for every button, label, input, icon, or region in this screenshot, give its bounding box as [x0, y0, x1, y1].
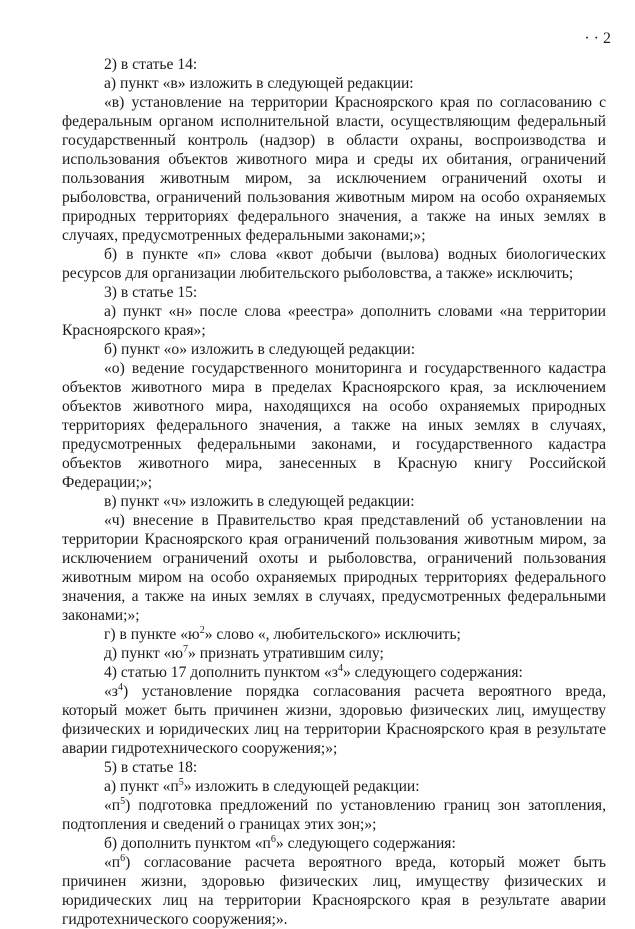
paragraph-text: » следующего содержания: — [342, 664, 523, 681]
paragraph — [62, 758, 606, 777]
paragraph — [62, 283, 606, 302]
superscript-index: 2 — [199, 625, 205, 636]
superscript-index: 5 — [178, 777, 184, 788]
paragraph — [62, 245, 606, 283]
paragraph-text: «ч) внесение в Правительство края представлений об установлении на территории Красноярского края ограничений пользования животным миром, за исключением ограничений охоты и рыболовства, ограничений пользования животным миром на особо охраняемых природных территориях федерального значения, а также на иных землях в случаях, предусмотренных федеральными законами;»; — [62, 512, 606, 624]
superscript-index: 7 — [183, 644, 189, 655]
paragraph-text: » слово «, любительского» исключить; — [204, 626, 461, 643]
paragraph — [62, 340, 606, 359]
paragraph-text: » следующего содержания: — [275, 835, 456, 852]
paragraph-text: в) пункт «ч» изложить в следующей редакции: — [104, 493, 415, 510]
paragraph — [62, 74, 606, 93]
paragraph — [62, 682, 606, 758]
paragraph — [62, 796, 606, 834]
paragraph — [62, 93, 606, 245]
paragraph-text: д) пункт «ю — [104, 645, 184, 662]
superscript-index: 6 — [270, 834, 276, 845]
paragraph-text: » признать утратившим силу; — [188, 645, 384, 662]
paragraph — [62, 834, 606, 853]
page-header — [541, 30, 611, 48]
paragraph-text: б) пункт «о» изложить в следующей редакции: — [104, 341, 416, 358]
paragraph-text: «з — [104, 683, 118, 700]
paragraph-text: 4) статью 17 дополнить пунктом «з — [104, 664, 338, 681]
superscript-index: 5 — [120, 796, 126, 807]
paragraph — [62, 511, 606, 625]
header-marks: · · — [584, 30, 599, 47]
paragraph-text: ) установление порядка согласования расчета вероятного вреда, который может быть причинен жизни, здоровью физических лиц, имуществу физических и юридических лиц на территории Красноярского края в результате аварии гидротехнического сооружения;»; — [62, 683, 606, 757]
superscript-index: 4 — [117, 682, 123, 693]
paragraph-text: г) в пункте «ю — [104, 626, 200, 643]
paragraph-text: б) дополнить пунктом «п — [104, 835, 271, 852]
paragraph-text: а) пункт «н» после слова «реестра» дополнить словами «на территории Красноярского края»; — [62, 303, 606, 339]
paragraph-text: 3) в статье 15: — [104, 284, 198, 301]
paragraph-text: «о) ведение государственного мониторинга и государственного кадастра объектов животного мира в пределах Красноярского края, за исключением объектов животного мира, находящихся на особо охраняемых природных территориях федерального значения, а также на иных землях в случаях, предусмотренных федеральными законами, и государственного кадастра объектов животного мира, занесенных в Красную книгу Российской Федерации;»; — [62, 360, 606, 491]
paragraph-text: » изложить в следующей редакции: — [183, 778, 420, 795]
superscript-index: 6 — [120, 853, 126, 864]
paragraph-text: 2) в статье 14: — [104, 56, 198, 73]
paragraph — [62, 644, 606, 663]
paragraph — [62, 55, 606, 74]
paragraph — [62, 359, 606, 492]
paragraph-text: «п — [104, 797, 121, 814]
paragraph-text: ) согласование расчета вероятного вреда, который может быть причинен жизни, здоровью физических лиц, имуществу физических и юридических лиц на территории Красноярского края в результате аварии гидротехнического сооружения;». — [62, 854, 606, 928]
page-number: 2 — [603, 30, 611, 47]
paragraph — [62, 302, 606, 340]
superscript-index: 4 — [337, 663, 343, 674]
paragraph — [62, 777, 606, 796]
paragraph-text: б) в пункте «п» слова «квот добычи (вылова) водных биологических ресурсов для организации любительского рыболовства, а также» исключить; — [62, 246, 606, 282]
paragraph-text: 5) в статье 18: — [104, 759, 198, 776]
paragraph — [62, 625, 606, 644]
document-body — [62, 55, 606, 929]
paragraph — [62, 492, 606, 511]
paragraph-text: «в) установление на территории Красноярского края по согласованию с федеральным органом исполнительной власти, осуществляющим федеральный государственный контроль (надзор) в области охраны, воспроизводства и использования объектов животного мира и среды их обитания, ограничений пользования животным миром, за исключением ограничений охоты и рыболовства, ограничений пользования животным миром на особо охраняемых природных территориях федерального значения, а также на иных землях в случаях, предусмотренных федеральными законами;»; — [62, 94, 606, 244]
paragraph-text: а) пункт «п — [104, 778, 179, 795]
paragraph-text: «п — [104, 854, 121, 871]
paragraph — [62, 853, 606, 929]
paragraph-text: ) подготовка предложений по установлению границ зон затопления, подтопления и сведений о границах этих зон;»; — [62, 797, 606, 833]
paragraph-text: а) пункт «в» изложить в следующей редакции: — [104, 75, 414, 92]
paragraph — [62, 663, 606, 682]
